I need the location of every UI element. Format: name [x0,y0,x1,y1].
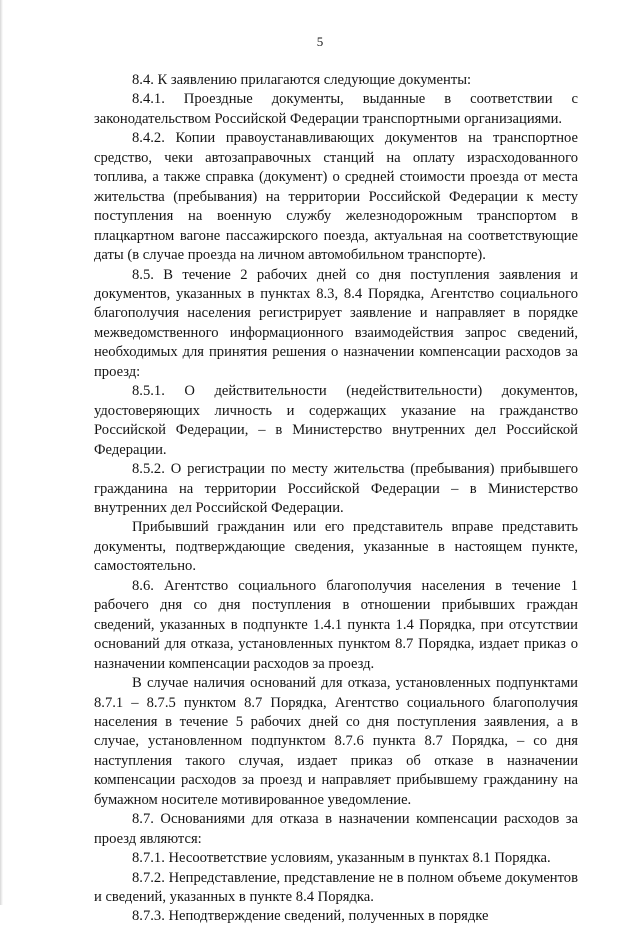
paragraph-8-5-2: 8.5.2. О регистрации по месту жительства (пребывания) прибывшего гражданина на территории Российской Федерации – в Министерство внутренних дел Российской Федерации. [94,461,578,516]
paragraph-8-7-3: 8.7.3. Неподтверждение сведений, полученных в порядке [132,908,489,925]
paragraph-refusal-case: В случае наличия оснований для отказа, установленных подпунктами 8.7.1 – 8.7.5 пунктом 8.7 Порядка, Агентство социального благополучия населения в течение 5 рабочих дней со дня поступления заявления, а в случае, установленном подпунктом 8.7.6 пункта 8.7 Порядка, – со дня наступления такого случая, издает приказ об отказе в назначении компенсации расходов за проезд и направляет прибывшему гражданину на бумажном носителе мотивированное уведомление. [94,675,578,808]
document-body [94,71,578,927]
paragraph-applicant-right: Прибывший гражданин или его представитель вправе представить документы, подтверждающие сведения, указанные в настоящем пункте, самостоятельно. [94,519,578,575]
paragraph-8-4-1: 8.4.1. Проездные документы, выданные в соответствии с законодательством Российской Федерации транспортными организациями. [94,91,578,127]
paragraph-8-4: 8.4. К заявлению прилагаются следующие документы: [132,72,472,88]
paragraph-8-7: 8.7. Основаниями для отказа в назначении компенсации расходов за проезд являются: [94,811,578,847]
paragraph-8-4-2: 8.4.2. Копии правоустанавливающих документов на транспортное средство, чеки автозаправочных станций на оплату израсходованного топлива, а также справка (документ) о средней стоимости проезда от места жительства (пребывания) на территории Российской Федерации к месту поступления на военную службу железнодорожным транспортом в плацкартном вагоне пассажирского поезда, актуальная на соответствующие даты (в случае проезда на личном автомобильном транспорте). [94,130,578,264]
scan-edge-shadow [0,0,3,905]
paragraph-8-5: 8.5. В течение 2 рабочих дней со дня поступления заявления и документов, указанных в пунктах 8.3, 8.4 Порядка, Агентство социального благополучия населения регистрирует заявление и направляет в порядке межведомственного информационного взаимодействия запрос сведений, необходимых для принятия решения о назначении компенсации расходов за проезд: [94,266,578,380]
paragraph-8-6: 8.6. Агентство социального благополучия населения в течение 1 рабочего дня со дня поступления в отношении прибывших граждан сведений, указанных в подпункте 1.4.1 пункта 1.4 Порядка, при отсутствии оснований для отказа, установленных пунктом 8.7 Порядка, издает приказ о назначении компенсации расходов за проезд. [94,577,578,672]
page-number: 5 [316,34,324,49]
paragraph-8-7-1: 8.7.1. Несоответствие условиям, указанным в пунктах 8.1 Порядка. [132,850,551,867]
paragraph-8-7-2: 8.7.2. Непредставление, представление не в полном объеме документов и сведений, указанных в пункте 8.4 Порядка. [94,869,578,906]
paragraph-8-5-1: 8.5.1. О действительности (недействительности) документов, удостоверяющих личность и содержащих указание на гражданство Российской Федерации, – в Министерство внутренних дел Российской Федерации. [94,383,578,458]
